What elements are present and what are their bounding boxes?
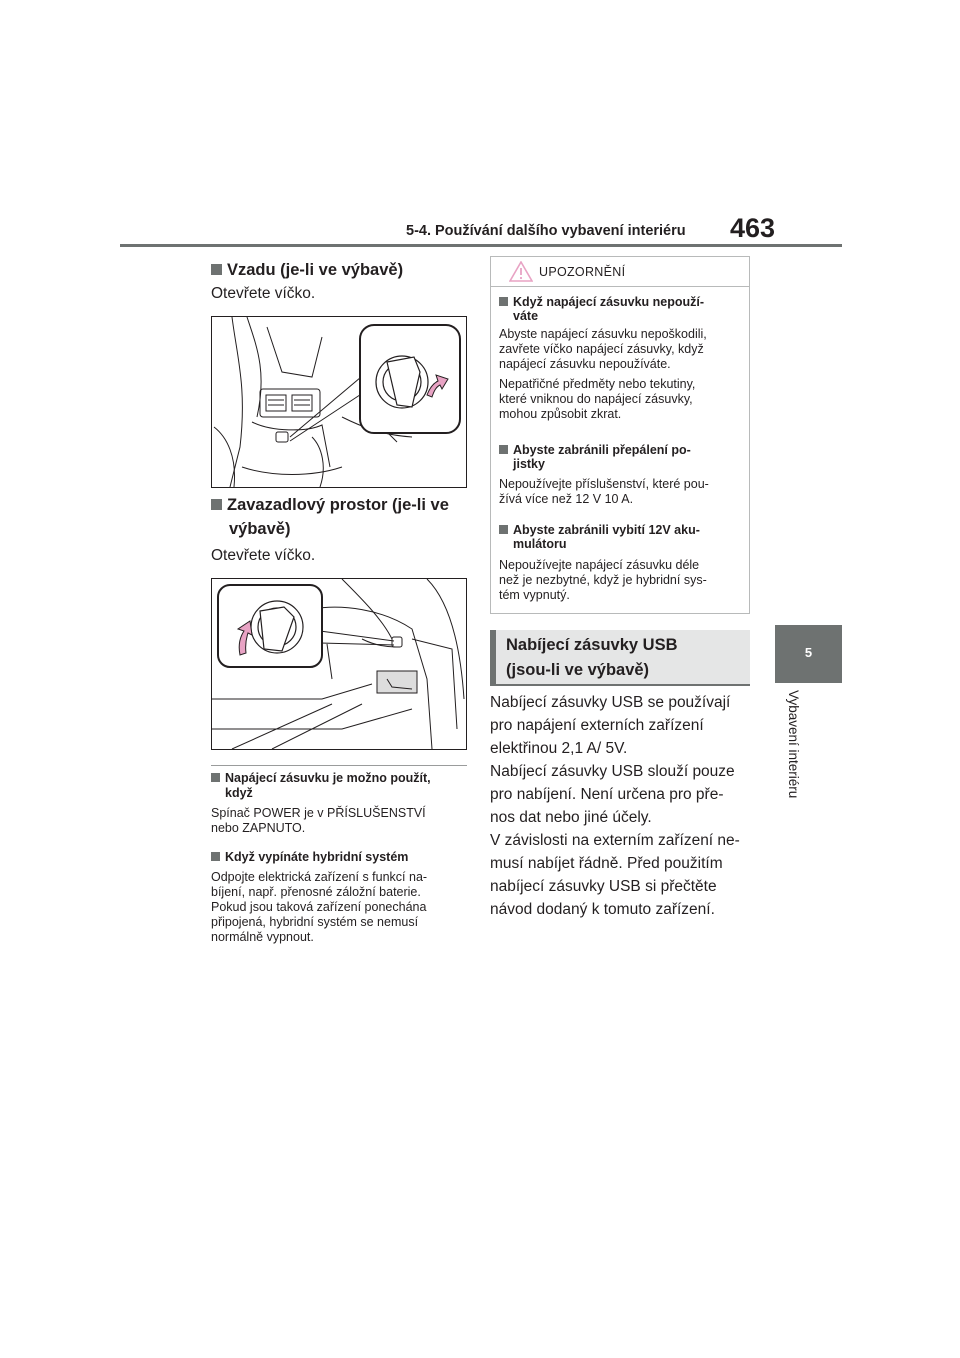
cargo-socket-illustration <box>211 578 467 750</box>
usb-body-line-3: elektřinou 2,1 A/ 5V. <box>490 740 628 757</box>
usb-body-line-1: Nabíjecí zásuvky USB se používají <box>490 694 731 711</box>
bullet-square-icon <box>499 525 508 534</box>
caution-box <box>490 256 750 614</box>
caution-header <box>491 257 749 287</box>
note-heading-1-cont: když <box>225 786 253 800</box>
caution-heading-2-cont: jistky <box>513 457 545 471</box>
section-title: 5-4. Používání dalšího vybavení interiéru <box>406 223 686 239</box>
rear-text: Otevřete víčko. <box>211 285 316 302</box>
caution-1-p2-l2: které vniknou do napájecí zásuvky, <box>499 392 693 406</box>
note-heading-2: Když vypínáte hybridní systém <box>211 850 408 865</box>
usb-body-line-10: návod dodaný k tomuto zařízení. <box>490 901 715 918</box>
bullet-square-icon <box>499 297 508 306</box>
usb-body-line-2: pro napájení externích zařízení <box>490 717 704 734</box>
bullet-square-icon <box>211 499 222 510</box>
caution-3-l2: než je nezbytné, když je hybridní sys- <box>499 573 707 587</box>
chapter-title: Vybavení interiéru <box>786 690 801 799</box>
bullet-square-icon <box>211 264 222 275</box>
page-number: 463 <box>730 213 776 243</box>
caution-heading-3-cont: mulátoru <box>513 537 567 551</box>
rear-heading: Vzadu (je-li ve výbavě) <box>211 255 403 285</box>
bullet-square-icon <box>499 445 508 454</box>
note-body-1-line-2: nebo ZAPNUTO. <box>211 821 306 835</box>
usb-body-line-5: pro nabíjení. Není určena pro pře- <box>490 786 724 803</box>
caution-2-l2: žívá více než 12 V 10 A. <box>499 492 634 506</box>
notes-divider <box>211 765 467 766</box>
caution-1-p1-l1: Abyste napájecí zásuvku nepoškodili, <box>499 327 707 341</box>
usb-heading-rule <box>490 684 750 686</box>
usb-section-heading-box <box>490 630 750 684</box>
note-body-1-line-1: Spínač POWER je v PŘÍSLUŠENSTVÍ <box>211 806 426 820</box>
usb-title-line-1: Nabíjecí zásuvky USB <box>506 636 678 654</box>
cargo-heading: Zavazadlový prostor (je-li ve <box>211 490 449 520</box>
caution-2-l1: Nepoužívejte příslušenství, které pou- <box>499 477 709 491</box>
caution-label: UPOZORNĚNÍ <box>539 265 626 279</box>
cargo-heading-cont: výbavě) <box>229 520 291 538</box>
caution-heading-1: Když napájecí zásuvku nepouží- <box>499 295 744 309</box>
usb-body-line-9: nabíjecí zásuvky USB si přečtěte <box>490 878 717 895</box>
note-body-2-line-5: normálně vypnout. <box>211 930 314 944</box>
bullet-square-icon <box>211 852 220 861</box>
note-body-2-line-4: připojená, hybridní systém se nemusí <box>211 915 419 929</box>
rear-socket-illustration <box>211 316 467 488</box>
note-heading-1: Napájecí zásuvku je možno použít, <box>211 771 431 786</box>
note-body-2-line-2: bíjení, např. přenosné záložní baterie. <box>211 885 421 899</box>
usb-body-line-7: V závislosti na externím zařízení ne- <box>490 832 740 849</box>
caution-1-p1-l2: zavřete víčko napájecí zásuvky, když <box>499 342 704 356</box>
cargo-text: Otevřete víčko. <box>211 547 316 564</box>
caution-1-p2-l3: mohou způsobit zkrat. <box>499 407 622 421</box>
note-body-2-line-3: Pokud jsou taková zařízení ponechána <box>211 900 427 914</box>
caution-1-p2-l1: Nepatřičné předměty nebo tekutiny, <box>499 377 696 391</box>
note-body-2-line-1: Odpojte elektrická zařízení s funkcí na- <box>211 870 428 884</box>
chapter-tab: 5 <box>775 625 842 683</box>
usb-body-line-8: musí nabíjet řádně. Před použitím <box>490 855 723 872</box>
caution-heading-3: Abyste zabránili vybití 12V aku- <box>499 523 744 537</box>
bullet-square-icon <box>211 773 220 782</box>
caution-3-l1: Nepoužívejte napájecí zásuvku déle <box>499 558 700 572</box>
caution-heading-2: Abyste zabránili přepálení po- <box>499 443 744 457</box>
caution-heading-1-cont: váte <box>513 309 539 323</box>
usb-title-line-2: (jsou-li ve výbavě) <box>506 661 650 679</box>
usb-body-line-4: Nabíjecí zásuvky USB slouží pouze <box>490 763 735 780</box>
warning-triangle-icon <box>509 261 533 282</box>
header-rule <box>120 244 842 247</box>
caution-3-l3: tém vypnutý. <box>499 588 570 602</box>
usb-body-line-6: nos dat nebo jiné účely. <box>490 809 652 826</box>
caution-1-p1-l3: napájecí zásuvku nepoužíváte. <box>499 357 671 371</box>
